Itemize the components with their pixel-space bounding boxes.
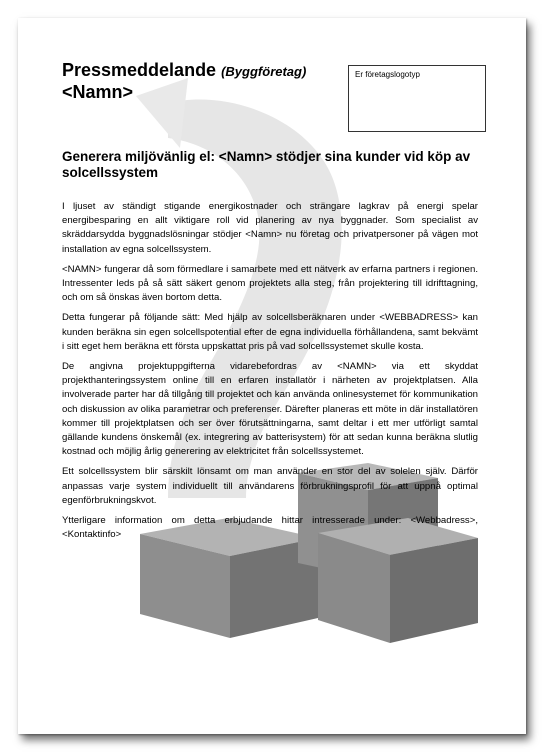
block-right-side	[390, 538, 478, 643]
paragraph: <NAMN> fungerar då som förmedlare i samarbete med ett nätverk av erfarna partners i regionen. Intressenter leds på så sätt säkert genom projektets alla steg, från projektering till idrifttagning, och om så önskas även bortom detta.	[62, 263, 478, 304]
logo-placeholder-box	[348, 65, 486, 132]
paragraph: Detta fungerar på följande sätt: Med hjälp av solcellsberäknaren under <WEBBADRESS> kan kunden beräkna sin egen solcellspotential efter de egna individuella förhållandena, samt bekvämt i sitt eget hem beräkna ett första uppskattat pris på vad solcellssystemet skulle kosta.	[62, 312, 478, 352]
paragraph: De angivna projektuppgifterna vidarebefordras av <NAMN> via ett skyddat projekthanteringssystem online till en erfaren installatör i närheten av projektplatsen. Alla involverade parter har då tillgång till projektet och kan använda onlinesystemet för kommunikation och diskussion av olika parametrar och preferenser. Därefter planeras ett möte in där installatören kommer till projektplatsen och ser över förutsättningarna, samt deltar i ett mer utförligt samtal gällande kundens önskemål (ex. integrering av batterisystem) för att sedan kunna beräkna slutlig kostnad och möjlig årlig generering av elektricitet från solcellssystemet.	[62, 361, 478, 458]
document-page	[18, 18, 526, 734]
title-name-placeholder: <Namn>	[62, 82, 134, 102]
page-title	[62, 60, 306, 102]
body-text	[62, 200, 478, 548]
logo-placeholder-label: Er företagslogotyp	[355, 70, 420, 79]
title-subtitle: (Byggföretag)	[221, 64, 307, 79]
headline: Generera miljövänlig el: <Namn> stödjer sina kunder vid köp av solcellssystem	[62, 149, 471, 180]
paragraph: Ett solcellssystem blir särskilt lönsamt om man använder en stor del av solelen själv. Därför anpassas varje system individuellt till användarens förbrukningsprofil för att uppnå optimal egenförbrukningskvot.	[62, 466, 478, 506]
paragraph: I ljuset av ständigt stigande energikostnader och strängare lagkrav på energi spelar energibesparing en allt viktigare roll vid planering av nya byggnader. Som specialist av skräddarsydda byggnadslösningar stödjer <Namn> nu företag och privatpersoner på vägen mot installation av egna solcellssystem.	[62, 201, 478, 255]
paragraph: Ytterligare information om detta erbjudande hittar intresserade under: <Webbadress>, <Kontaktinfo>	[62, 515, 478, 541]
title-main: Pressmeddelande	[62, 60, 217, 80]
